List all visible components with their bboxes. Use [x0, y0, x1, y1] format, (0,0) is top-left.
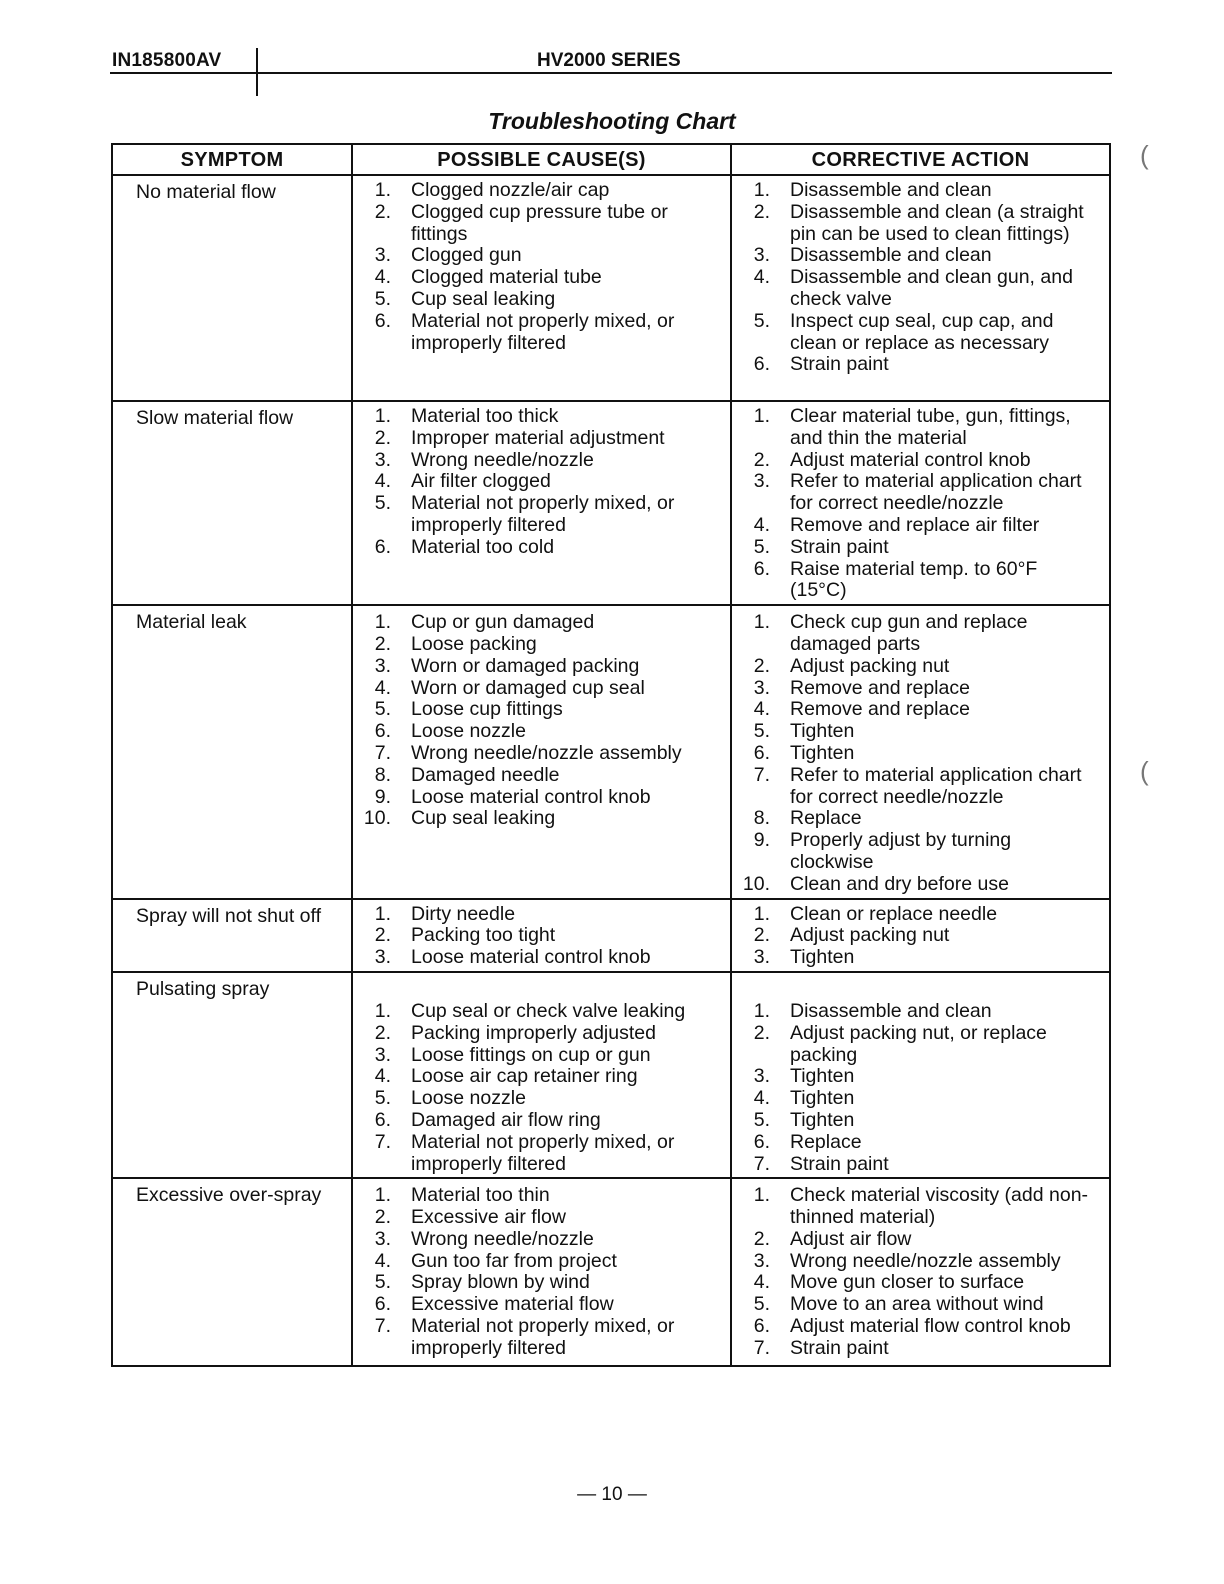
item-number: 5.: [753, 535, 770, 558]
item-text: Disassemble and clean (a straight pin can be used to clean fittings): [790, 200, 1084, 245]
item-text: Cup seal leaking: [411, 287, 556, 310]
item-number: 3.: [374, 244, 391, 267]
list-item: [732, 354, 1109, 376]
item-text: Disassemble and clean: [790, 179, 992, 201]
item-text: Cup seal or check valve leaking: [411, 999, 686, 1022]
item-number: 5.: [374, 492, 391, 515]
page-header: [110, 48, 1112, 96]
margin-mark-icon: (: [1140, 140, 1149, 170]
list-item: [732, 765, 1109, 809]
list-item: [353, 1207, 730, 1229]
item-number: 2.: [374, 426, 391, 449]
symptom-cell: Pulsating spray: [112, 972, 352, 1178]
item-number: 7.: [374, 741, 391, 764]
list-item: [353, 808, 730, 830]
item-number: 6.: [374, 720, 391, 743]
item-text: Remove and replace: [790, 676, 970, 699]
list-item: [353, 450, 730, 472]
list-item: [353, 787, 730, 809]
actions-list: [732, 612, 1109, 895]
item-text: Loose nozzle: [411, 720, 526, 743]
item-text: Strain paint: [790, 535, 889, 558]
item-text: Worn or damaged packing: [411, 654, 640, 677]
list-item: [353, 1023, 730, 1045]
list-item: [732, 471, 1109, 515]
item-number: 2.: [374, 924, 391, 947]
actions-list: [732, 180, 1109, 376]
item-number: 1.: [753, 902, 770, 925]
page-title: Troubleshooting Chart: [488, 108, 736, 134]
list-item: [353, 699, 730, 721]
margin-mark-icon: (: [1140, 756, 1149, 786]
list-item: [353, 656, 730, 678]
list-item: [732, 656, 1109, 678]
list-item: [353, 1132, 730, 1176]
item-number: 2.: [753, 448, 770, 471]
item-text: Tighten: [790, 741, 855, 764]
symptom-cell: Material leak: [112, 605, 352, 898]
item-number: 8.: [374, 763, 391, 786]
list-item: [353, 1001, 730, 1023]
actions-cell: [731, 605, 1110, 898]
item-text: Clean and dry before use: [790, 872, 1009, 895]
list-item: [353, 202, 730, 246]
item-text: Material not properly mixed, or improperly filtered: [411, 309, 675, 354]
list-item: [732, 537, 1109, 559]
list-item: [732, 904, 1109, 926]
item-text: Dirty needle: [411, 902, 516, 925]
list-item: [732, 678, 1109, 700]
list-item: [732, 743, 1109, 765]
item-text: Loose air cap retainer ring: [411, 1065, 638, 1088]
item-number: 9.: [374, 785, 391, 808]
item-number: 6.: [374, 1293, 391, 1316]
list-item: [353, 904, 730, 926]
list-item: [353, 245, 730, 267]
actions-list: [732, 406, 1109, 602]
item-text: Clogged cup pressure tube or fittings: [411, 200, 668, 245]
item-number: 4.: [753, 513, 770, 536]
item-number: 4.: [374, 1065, 391, 1088]
item-number: 4.: [374, 470, 391, 493]
item-text: Improper material adjustment: [411, 426, 665, 449]
causes-list: [353, 406, 730, 559]
list-item: [732, 559, 1109, 603]
list-item: [353, 406, 730, 428]
item-number: 3.: [753, 946, 770, 969]
item-text: Clogged material tube: [411, 266, 602, 289]
causes-list: [353, 1001, 730, 1175]
item-text: Air filter clogged: [411, 470, 551, 493]
item-number: 1.: [753, 1184, 770, 1207]
list-item: [732, 1110, 1109, 1132]
item-text: Packing improperly adjusted: [411, 1021, 656, 1044]
causes-list: [353, 904, 730, 969]
item-text: Gun too far from project: [411, 1249, 617, 1272]
item-text: Adjust packing nut, or replace packing: [790, 1021, 1047, 1066]
list-item: [732, 1154, 1109, 1176]
item-number: 5.: [374, 1271, 391, 1294]
list-item: [732, 515, 1109, 537]
item-text: Loose nozzle: [411, 1087, 526, 1110]
item-number: 2.: [374, 1021, 391, 1044]
actions-cell: [731, 899, 1110, 972]
item-text: Tighten: [790, 1065, 855, 1088]
item-text: Cup or gun damaged: [411, 611, 595, 634]
item-number: 1.: [374, 179, 391, 201]
causes-list: [353, 180, 730, 354]
item-text: Strain paint: [790, 1152, 889, 1175]
item-text: Excessive material flow: [411, 1293, 614, 1316]
item-text: Wrong needle/nozzle assembly: [411, 741, 682, 764]
item-number: 3.: [753, 1249, 770, 1272]
item-number: 5.: [753, 1108, 770, 1131]
item-number: 6.: [753, 1315, 770, 1338]
item-text: Material too thick: [411, 405, 559, 427]
table-row: [112, 175, 1110, 401]
item-text: Disassemble and clean gun, and check valve: [790, 266, 1073, 310]
list-item: [732, 1251, 1109, 1273]
item-text: Wrong needle/nozzle assembly: [790, 1249, 1061, 1272]
list-item: [732, 1001, 1109, 1023]
item-text: Move gun closer to surface: [790, 1271, 1025, 1294]
item-text: Loose cup fittings: [411, 698, 563, 721]
list-item: [353, 180, 730, 202]
item-text: Damaged air flow ring: [411, 1108, 601, 1131]
item-text: Disassemble and clean: [790, 244, 992, 267]
list-item: [732, 180, 1109, 202]
item-text: Material not properly mixed, or improperly filtered: [411, 492, 675, 536]
symptom-cell: Spray will not shut off: [112, 899, 352, 972]
causes-cell: [352, 175, 731, 401]
item-number: 3.: [753, 244, 770, 267]
item-text: Damaged needle: [411, 763, 560, 786]
list-item: [353, 1229, 730, 1251]
item-text: Disassemble and clean: [790, 999, 992, 1022]
item-number: 6.: [374, 535, 391, 558]
item-text: Refer to material application chart for correct needle/nozzle: [790, 470, 1082, 515]
table-row: [112, 1178, 1110, 1366]
list-item: [353, 634, 730, 656]
list-item: [732, 1023, 1109, 1067]
symptom-cell: Slow material flow: [112, 401, 352, 605]
item-number: 1.: [753, 611, 770, 634]
list-item: [732, 1229, 1109, 1251]
table-row: [112, 972, 1110, 1178]
list-item: [353, 1294, 730, 1316]
item-number: 6.: [374, 309, 391, 332]
list-item: [353, 428, 730, 450]
item-text: Remove and replace: [790, 698, 970, 721]
item-number: 5.: [753, 1293, 770, 1316]
item-text: Remove and replace air filter: [790, 513, 1040, 536]
actions-list: [732, 904, 1109, 969]
list-item: [732, 311, 1109, 355]
table-header-row: [112, 144, 1110, 175]
item-number: 1.: [374, 1184, 391, 1207]
list-item: [732, 1294, 1109, 1316]
item-text: Material too cold: [411, 535, 555, 558]
item-text: Loose material control knob: [411, 946, 651, 969]
item-number: 2.: [753, 924, 770, 947]
item-text: Tighten: [790, 1087, 855, 1110]
item-text: Clogged nozzle/air cap: [411, 179, 610, 201]
list-item: [353, 1088, 730, 1110]
causes-cell: [352, 972, 731, 1178]
item-number: 6.: [753, 741, 770, 764]
table-row: [112, 605, 1110, 898]
causes-cell: [352, 1178, 731, 1366]
page-number: — 10 —: [577, 1484, 647, 1505]
list-item: [732, 1316, 1109, 1338]
list-item: [353, 721, 730, 743]
list-item: [732, 721, 1109, 743]
list-item: [353, 471, 730, 493]
item-number: 3.: [374, 448, 391, 471]
list-item: [732, 874, 1109, 896]
item-text: Material not properly mixed, or improperly filtered: [411, 1315, 675, 1359]
item-text: Wrong needle/nozzle: [411, 1227, 594, 1250]
item-text: Clean or replace needle: [790, 902, 998, 925]
list-item: [353, 612, 730, 634]
item-number: 4.: [753, 1087, 770, 1110]
list-item: [732, 699, 1109, 721]
list-item: [353, 1251, 730, 1273]
item-text: Raise material temp. to 60°F (15°C): [790, 557, 1038, 602]
item-number: 3.: [374, 1043, 391, 1066]
troubleshooting-table: [111, 143, 1111, 1367]
list-item: [732, 267, 1109, 311]
list-item: [353, 537, 730, 559]
item-number: 4.: [374, 676, 391, 699]
item-number: 10.: [742, 872, 770, 895]
item-number: 7.: [374, 1130, 391, 1153]
list-item: [353, 765, 730, 787]
causes-column-header: POSSIBLE CAUSE(S): [352, 144, 731, 175]
item-number: 6.: [374, 1108, 391, 1131]
actions-list: [732, 1001, 1109, 1175]
item-text: Check cup gun and replace damaged parts: [790, 611, 1028, 655]
item-text: Tighten: [790, 946, 855, 969]
item-number: 10.: [363, 807, 391, 830]
item-number: 3.: [374, 654, 391, 677]
item-number: 5.: [753, 720, 770, 743]
item-text: Adjust packing nut: [790, 924, 950, 947]
item-number: 1.: [374, 999, 391, 1022]
item-number: 2.: [374, 200, 391, 223]
list-item: [732, 1088, 1109, 1110]
item-text: Adjust material flow control knob: [790, 1315, 1071, 1338]
item-number: 2.: [753, 200, 770, 223]
item-number: 6.: [753, 353, 770, 376]
item-number: 2.: [374, 632, 391, 655]
item-text: Adjust material control knob: [790, 448, 1031, 471]
item-text: Tighten: [790, 720, 855, 743]
item-number: 3.: [374, 1227, 391, 1250]
list-item: [353, 493, 730, 537]
actions-cell: [731, 175, 1110, 401]
list-item: [732, 1338, 1109, 1360]
item-text: Material too thin: [411, 1184, 550, 1207]
item-number: 4.: [753, 266, 770, 289]
item-text: Loose packing: [411, 632, 537, 655]
actions-cell: [731, 1178, 1110, 1366]
item-text: Loose material control knob: [411, 785, 651, 808]
item-text: Material not properly mixed, or improperly filtered: [411, 1130, 675, 1175]
item-text: Spray blown by wind: [411, 1271, 590, 1294]
list-item: [732, 925, 1109, 947]
item-number: 1.: [753, 999, 770, 1022]
list-item: [353, 1316, 730, 1360]
item-number: 7.: [374, 1315, 391, 1338]
table-row: [112, 401, 1110, 605]
actions-list: [732, 1185, 1109, 1359]
list-item: [353, 1110, 730, 1132]
item-number: 4.: [374, 266, 391, 289]
list-item: [353, 289, 730, 311]
item-text: Properly adjust by turning clockwise: [790, 829, 1012, 873]
item-text: Adjust air flow: [790, 1227, 912, 1250]
item-text: Strain paint: [790, 1336, 889, 1359]
actions-column-header: CORRECTIVE ACTION: [731, 144, 1110, 175]
item-text: Inspect cup seal, cup cap, and clean or replace as necessary: [790, 309, 1054, 354]
list-item: [353, 1066, 730, 1088]
list-item: [353, 267, 730, 289]
table-body: [112, 175, 1110, 1366]
item-number: 5.: [374, 1087, 391, 1110]
list-item: [353, 743, 730, 765]
item-number: 1.: [374, 405, 391, 427]
item-number: 4.: [753, 698, 770, 721]
list-item: [732, 202, 1109, 246]
item-number: 1.: [374, 902, 391, 925]
item-number: 2.: [753, 654, 770, 677]
item-number: 2.: [753, 1227, 770, 1250]
item-text: Clogged gun: [411, 244, 522, 267]
header-rule: [110, 72, 1112, 74]
table-row: [112, 899, 1110, 972]
item-number: 3.: [753, 676, 770, 699]
list-item: [732, 1066, 1109, 1088]
item-number: 5.: [374, 698, 391, 721]
list-item: [353, 947, 730, 969]
item-number: 2.: [374, 1206, 391, 1229]
symptom-cell: Excessive over-spray: [112, 1178, 352, 1366]
item-text: Refer to material application chart for correct needle/nozzle: [790, 763, 1082, 808]
list-item: [353, 925, 730, 947]
item-number: 2.: [753, 1021, 770, 1044]
item-text: Packing too tight: [411, 924, 556, 947]
item-number: 1.: [753, 179, 770, 201]
item-number: 1.: [374, 611, 391, 634]
item-number: 5.: [374, 287, 391, 310]
item-text: Excessive air flow: [411, 1206, 566, 1229]
list-item: [732, 612, 1109, 656]
causes-list: [353, 1185, 730, 1359]
item-number: 4.: [374, 1249, 391, 1272]
item-text: Move to an area without wind: [790, 1293, 1044, 1316]
causes-cell: [352, 605, 731, 898]
document-id: IN185800AV: [112, 50, 222, 71]
list-item: [353, 678, 730, 700]
series-title: HV2000 SERIES: [537, 50, 681, 71]
actions-cell: [731, 401, 1110, 605]
item-number: 3.: [753, 1065, 770, 1088]
list-item: [732, 1132, 1109, 1154]
item-text: Replace: [790, 807, 862, 830]
causes-cell: [352, 401, 731, 605]
item-number: 9.: [753, 829, 770, 852]
causes-list: [353, 612, 730, 830]
item-number: 7.: [753, 1152, 770, 1175]
list-item: [732, 830, 1109, 874]
item-text: Cup seal leaking: [411, 807, 556, 830]
list-item: [732, 808, 1109, 830]
list-item: [353, 1185, 730, 1207]
item-text: Wrong needle/nozzle: [411, 448, 594, 471]
list-item: [732, 450, 1109, 472]
item-number: 3.: [374, 946, 391, 969]
item-text: Replace: [790, 1130, 862, 1153]
item-number: 6.: [753, 1130, 770, 1153]
item-number: 7.: [753, 1336, 770, 1359]
list-item: [732, 947, 1109, 969]
item-text: Clear material tube, gun, fittings, and thin the material: [790, 405, 1071, 449]
list-item: [353, 1272, 730, 1294]
item-number: 6.: [753, 557, 770, 580]
list-item: [732, 1272, 1109, 1294]
list-item: [353, 1045, 730, 1067]
symptom-column-header: SYMPTOM: [112, 144, 352, 175]
list-item: [732, 1185, 1109, 1229]
item-text: Tighten: [790, 1108, 855, 1131]
actions-cell: [731, 972, 1110, 1178]
item-text: Worn or damaged cup seal: [411, 676, 645, 699]
item-text: Loose fittings on cup or gun: [411, 1043, 651, 1066]
item-number: 8.: [753, 807, 770, 830]
item-text: Check material viscosity (add non-thinned material): [790, 1184, 1089, 1229]
list-item: [732, 406, 1109, 450]
item-number: 1.: [753, 405, 770, 427]
causes-cell: [352, 899, 731, 972]
item-number: 7.: [753, 763, 770, 786]
item-number: 3.: [753, 470, 770, 493]
item-number: 4.: [753, 1271, 770, 1294]
item-text: Adjust packing nut: [790, 654, 950, 677]
item-number: 5.: [753, 309, 770, 332]
list-item: [353, 311, 730, 355]
symptom-cell: No material flow: [112, 175, 352, 401]
list-item: [732, 245, 1109, 267]
item-text: Strain paint: [790, 353, 889, 376]
